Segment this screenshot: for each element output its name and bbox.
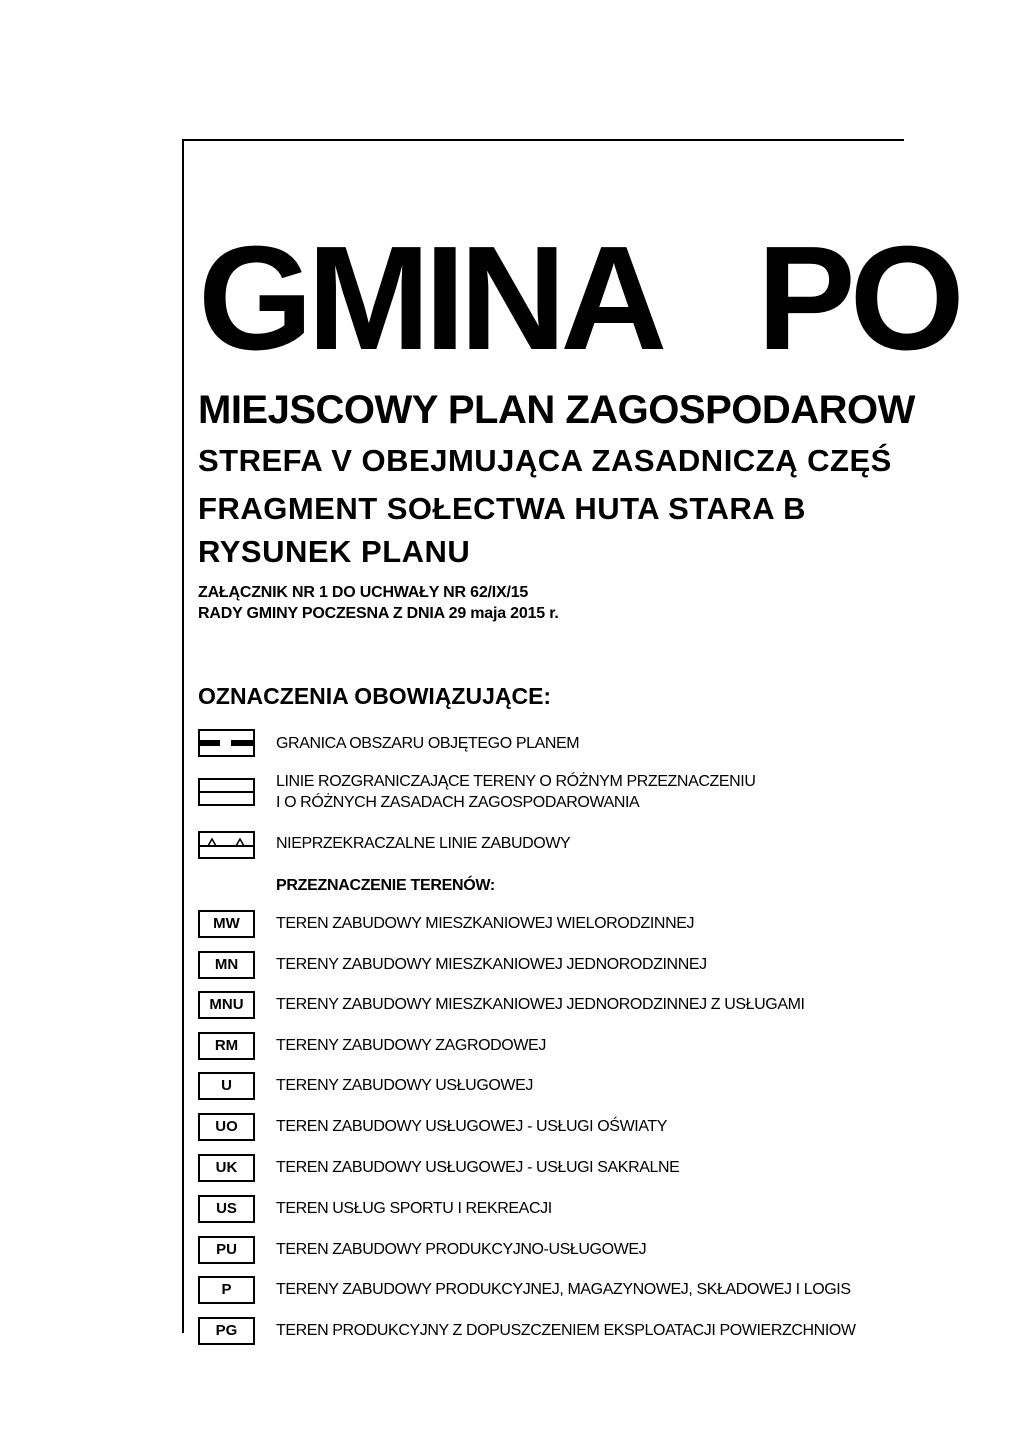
legend-item-label: TEREN ZABUDOWY MIESZKANIOWEJ WIELORODZINNEJ — [276, 915, 695, 932]
legend-item-label: TEREN USŁUG SPORTU I REKREACJI — [276, 1200, 552, 1217]
legend-item-label: TEREN PRODUKCYJNY Z DOPUSZCZENIEM EKSPLOATACJI POWIERZCHNIOW — [276, 1322, 856, 1339]
legend-code-box: UK — [198, 1154, 255, 1182]
gmina-name-cut: PO — [756, 216, 959, 381]
double-line-icon — [198, 778, 255, 806]
legend-line-label: NIEPRZEKRACZALNE LINIE ZABUDOWY — [276, 835, 571, 852]
fragment-line: FRAGMENT SOŁECTWA HUTA STARA B — [198, 491, 806, 526]
legend-line-label: LINIE ROZGRANICZAJĄCE TERENY O RÓŻNYM PRZEZNACZENIU — [276, 773, 756, 790]
gmina-word: GMINA — [198, 216, 656, 381]
legend-item-label: TERENY ZABUDOWY ZAGRODOWEJ — [276, 1037, 546, 1054]
plan-sheet-frame — [182, 139, 959, 1339]
legend-code-box: U — [198, 1072, 255, 1100]
przeznaczenie-heading: PRZEZNACZENIE TERENÓW: — [276, 877, 495, 894]
legend-code-box: P — [198, 1276, 255, 1304]
legend-code-box: US — [198, 1195, 255, 1223]
rysunek-line: RYSUNEK PLANU — [198, 534, 471, 569]
legend-line-label: GRANICA OBSZARU OBJĘTEGO PLANEM — [276, 735, 580, 752]
legend-item-label: TERENY ZABUDOWY MIESZKANIOWEJ JEDNORODZINNEJ — [276, 956, 707, 973]
strefa-line: STREFA V OBEJMUJĄCA ZASADNICZĄ CZĘŚ — [198, 443, 892, 478]
dashed-thick-line-icon — [198, 729, 255, 757]
legend-code-box: PU — [198, 1236, 255, 1264]
legend-heading: OZNACZENIA OBOWIĄZUJĄCE: — [198, 683, 552, 709]
legend-item-label: TEREN ZABUDOWY USŁUGOWEJ - USŁUGI OŚWIATY — [276, 1118, 668, 1135]
legend-line-label-cont: I O RÓŻNYCH ZASADACH ZAGOSPODAROWANIA — [276, 794, 640, 811]
legend-item-label: TERENY ZABUDOWY USŁUGOWEJ — [276, 1077, 534, 1094]
legend-item-label: TEREN ZABUDOWY PRODUKCYJNO-USŁUGOWEJ — [276, 1241, 647, 1258]
legend-item-label: TERENY ZABUDOWY MIESZKANIOWEJ JEDNORODZINNEJ Z USŁUGAMI — [276, 996, 805, 1013]
legend-item-label: TEREN ZABUDOWY USŁUGOWEJ - USŁUGI SAKRALNE — [276, 1159, 680, 1176]
gmina-title — [198, 216, 959, 381]
legend-code-box: MW — [198, 910, 255, 938]
legend-item-label: TERENY ZABUDOWY PRODUKCYJNEJ, MAGAZYNOWEJ, SKŁADOWEJ I LOGIS — [276, 1281, 851, 1298]
zalacznik-line: ZAŁĄCZNIK NR 1 DO UCHWAŁY NR 62/IX/15 — [198, 584, 529, 601]
legend-code-box: MNU — [198, 991, 255, 1019]
triangle-line-icon — [198, 831, 255, 859]
plan-title: MIEJSCOWY PLAN ZAGOSPODAROW — [198, 388, 915, 432]
legend-code-box: UO — [198, 1113, 255, 1141]
legend-code-box: PG — [198, 1317, 255, 1345]
rady-line: RADY GMINY POCZESNA Z DNIA 29 maja 2015 r. — [198, 605, 559, 622]
legend-code-box: RM — [198, 1032, 255, 1060]
legend-code-box: MN — [198, 951, 255, 979]
